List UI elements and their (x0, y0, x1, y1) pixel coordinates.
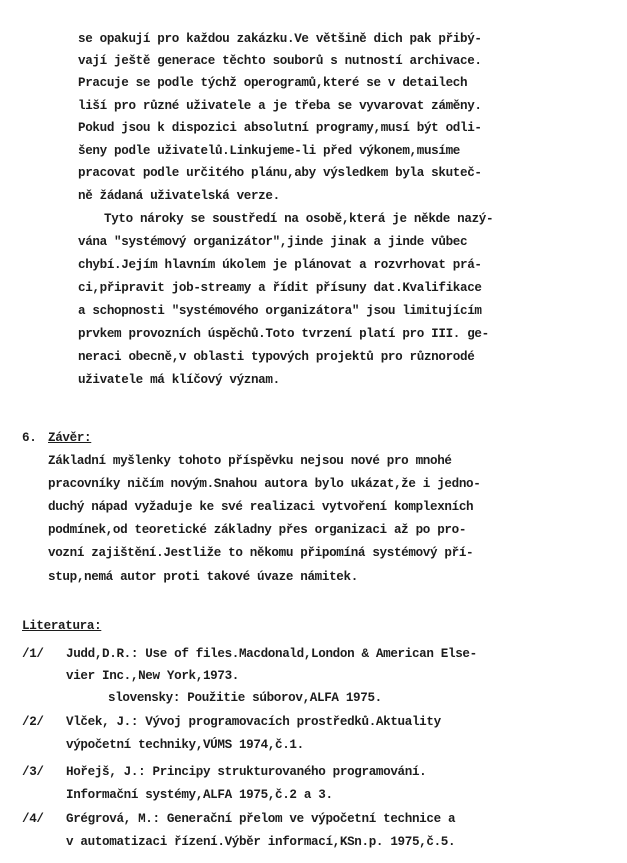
text-line: Pracuje se podle týchž operogramů,které se v detailech (78, 76, 468, 90)
reference-line: v automatizaci řízení.Výběr informací,KSn.p. 1975,č.5. (66, 835, 456, 849)
text-line: ci,připravit job-streamy a řídit přísuny dat.Kvalifikace (78, 281, 482, 295)
text-line: Pokud jsou k dispozici absolutní programy,musí být odli- (78, 121, 482, 135)
reference-line: Vlček, J.: Vývoj programovacích prostředků.Aktuality (66, 715, 441, 729)
reference-line: slovensky: Použitie súborov,ALFA 1975. (108, 691, 382, 705)
reference-line: výpočetní techniky,VÚMS 1974,č.1. (66, 738, 304, 752)
text-line: stup,nemá autor proti takové úvaze námitek. (48, 570, 358, 584)
reference-number: /1/ (22, 647, 44, 661)
text-line: prvkem provozních úspěchů.Toto tvrzení platí pro III. ge- (78, 327, 489, 341)
text-line: uživatele má klíčový význam. (78, 373, 280, 387)
reference-line: Informační systémy,ALFA 1975,č.2 a 3. (66, 788, 333, 802)
text-line: podmínek,od teoretické základny přes organizaci až po pro- (48, 523, 467, 537)
text-line: šeny podle uživatelů.Linkujeme-li před výkonem,musíme (78, 144, 460, 158)
reference-line: Judd,D.R.: Use of files.Macdonald,London & American Else- (66, 647, 477, 661)
text-line: pracovníky ničím novým.Snahou autora bylo ukázat,že i jedno- (48, 477, 481, 491)
section-heading: Závěr: (48, 431, 92, 445)
reference-number: /4/ (22, 812, 44, 826)
text-line: a schopnosti "systémového organizátora" jsou limitujícím (78, 304, 482, 318)
reference-number: /3/ (22, 765, 44, 779)
reference-line: vier Inc.,New York,1973. (66, 669, 239, 683)
reference-line: Grégrová, M.: Generační přelom ve výpočetní technice a (66, 812, 456, 826)
text-line: Tyto nároky se soustředí na osobě,která je někde nazý- (104, 212, 494, 226)
text-line: liší pro různé uživatele a je třeba se vyvarovat záměny. (78, 99, 482, 113)
text-line: pracovat podle určitého plánu,aby výsledkem byla skuteč- (78, 166, 482, 180)
text-line: vozní zajištění.Jestliže to někomu připomíná systémový pří- (48, 546, 474, 560)
text-line: se opakují pro každou zakázku.Ve většině dich pak přibý- (78, 32, 482, 46)
section-number: 6. (22, 431, 37, 445)
reference-line: Hořejš, J.: Principy strukturovaného programování. (66, 765, 427, 779)
text-line: vají ještě generace těchto souborů s nutností archivace. (78, 54, 482, 68)
text-line: Základní myšlenky tohoto příspěvku nejsou nové pro mnohé (48, 454, 452, 468)
text-line: ně žádaná uživatelská verze. (78, 189, 280, 203)
text-line: vána "systémový organizátor",jinde jinak a jinde vůbec (78, 235, 468, 249)
literature-heading: Literatura: (22, 619, 102, 633)
text-line: chybí.Jejím hlavním úkolem je plánovat a rozvrhovat prá- (78, 258, 482, 272)
text-line: duchý nápad vyžaduje ke své realizaci vytvoření komplexních (48, 500, 474, 514)
text-line: neraci obecně,v oblasti typových projektů pro různorodé (78, 350, 475, 364)
reference-number: /2/ (22, 715, 44, 729)
